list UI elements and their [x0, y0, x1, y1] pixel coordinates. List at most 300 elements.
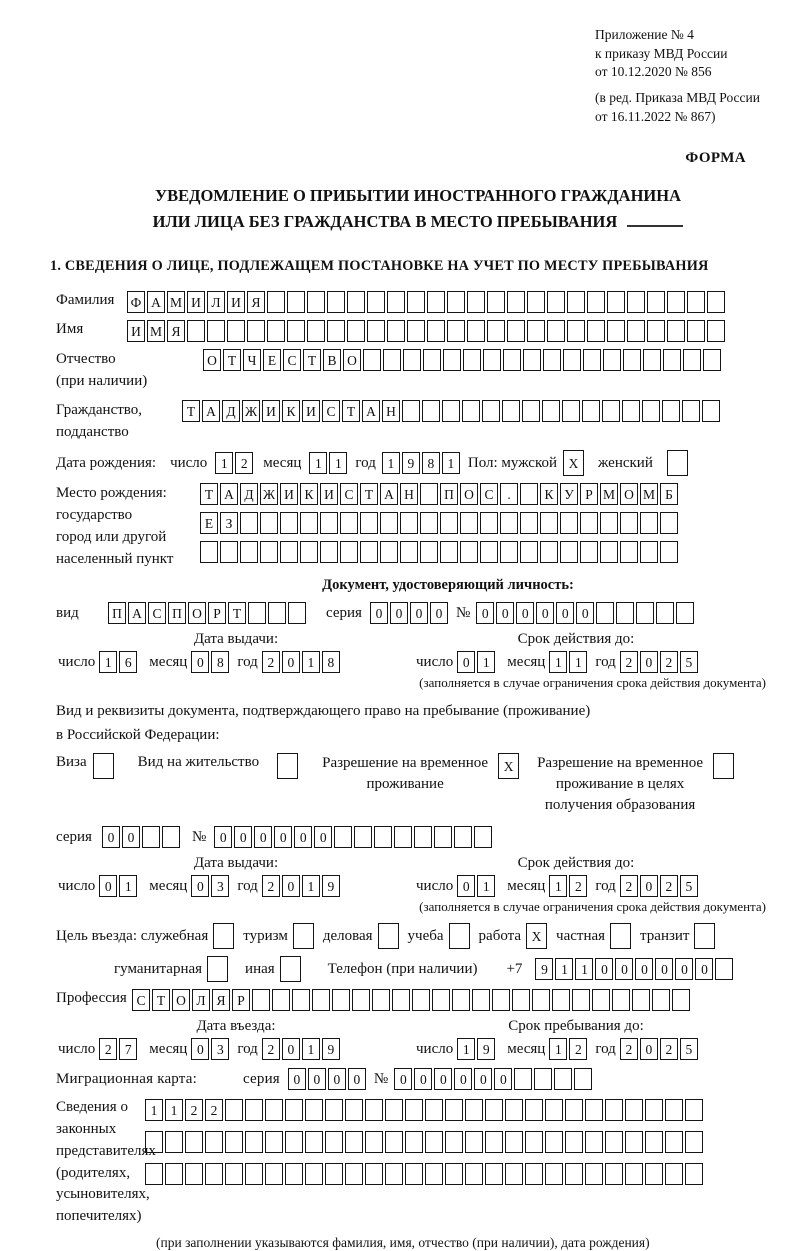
char-box[interactable] — [387, 320, 405, 342]
char-box[interactable] — [407, 320, 425, 342]
entry-day-cells[interactable] — [99, 1038, 139, 1060]
char-box[interactable] — [707, 291, 725, 313]
char-box[interactable] — [667, 320, 685, 342]
residence-permit-checkbox[interactable] — [277, 753, 298, 779]
char-box[interactable] — [445, 1131, 463, 1153]
char-box[interactable] — [623, 349, 641, 371]
char-box[interactable]: Т — [223, 349, 241, 371]
char-box[interactable]: Е — [200, 512, 218, 534]
char-box[interactable]: 0 — [191, 1038, 209, 1060]
char-box[interactable] — [285, 1131, 303, 1153]
char-box[interactable]: 0 — [454, 1068, 472, 1090]
phone-cells[interactable] — [535, 958, 735, 980]
char-box[interactable] — [492, 989, 510, 1011]
char-box[interactable] — [505, 1099, 523, 1121]
char-box[interactable] — [520, 483, 538, 505]
char-box[interactable]: 0 — [288, 1068, 306, 1090]
sex-female-checkbox[interactable] — [667, 450, 688, 476]
permit-valid-day-cells[interactable] — [457, 875, 497, 897]
char-box[interactable]: 0 — [191, 875, 209, 897]
char-box[interactable] — [565, 1099, 583, 1121]
char-box[interactable] — [605, 1163, 623, 1185]
char-box[interactable] — [383, 349, 401, 371]
char-box[interactable] — [447, 291, 465, 313]
char-box[interactable] — [454, 826, 472, 848]
char-box[interactable] — [567, 291, 585, 313]
char-box[interactable] — [602, 400, 620, 422]
char-box[interactable]: З — [220, 512, 238, 534]
char-box[interactable] — [185, 1131, 203, 1153]
char-box[interactable] — [616, 602, 634, 624]
char-box[interactable]: 2 — [99, 1038, 117, 1060]
purpose-other-checkbox[interactable] — [280, 956, 301, 982]
char-box[interactable] — [647, 291, 665, 313]
char-box[interactable] — [447, 320, 465, 342]
char-box[interactable] — [320, 541, 338, 563]
doc-issue-year-cells[interactable] — [262, 651, 342, 673]
char-box[interactable]: 0 — [214, 826, 232, 848]
birth-month-cells[interactable] — [309, 452, 349, 474]
char-box[interactable] — [345, 1099, 363, 1121]
char-box[interactable] — [292, 989, 310, 1011]
char-box[interactable]: 2 — [205, 1099, 223, 1121]
char-box[interactable]: 0 — [394, 1068, 412, 1090]
char-box[interactable] — [465, 1131, 483, 1153]
char-box[interactable] — [380, 512, 398, 534]
char-box[interactable] — [600, 541, 618, 563]
char-box[interactable]: 0 — [635, 958, 653, 980]
char-box[interactable] — [627, 291, 645, 313]
char-box[interactable] — [702, 400, 720, 422]
char-box[interactable] — [480, 541, 498, 563]
char-box[interactable] — [545, 1131, 563, 1153]
char-box[interactable] — [365, 1163, 383, 1185]
char-box[interactable] — [277, 753, 298, 779]
char-box[interactable] — [540, 512, 558, 534]
char-box[interactable] — [585, 1099, 603, 1121]
char-box[interactable] — [532, 989, 550, 1011]
char-box[interactable] — [185, 1163, 203, 1185]
char-box[interactable]: 1 — [302, 1038, 320, 1060]
char-box[interactable]: 0 — [457, 651, 475, 673]
char-box[interactable] — [580, 541, 598, 563]
char-box[interactable] — [422, 400, 440, 422]
char-box[interactable]: 2 — [620, 1038, 638, 1060]
char-box[interactable] — [265, 1163, 283, 1185]
char-box[interactable]: С — [480, 483, 498, 505]
char-box[interactable]: О — [188, 602, 206, 624]
char-box[interactable] — [414, 826, 432, 848]
char-box[interactable] — [405, 1131, 423, 1153]
char-box[interactable] — [632, 989, 650, 1011]
char-box[interactable]: С — [132, 989, 150, 1011]
purpose-tourism-checkbox[interactable] — [293, 923, 314, 949]
char-box[interactable]: В — [323, 349, 341, 371]
char-box[interactable]: 9 — [477, 1038, 495, 1060]
char-box[interactable] — [378, 923, 399, 949]
char-box[interactable] — [665, 1131, 683, 1153]
char-box[interactable]: 2 — [660, 875, 678, 897]
char-box[interactable] — [645, 1099, 663, 1121]
char-box[interactable] — [525, 1163, 543, 1185]
char-box[interactable]: 0 — [282, 1038, 300, 1060]
char-box[interactable]: Б — [660, 483, 678, 505]
char-box[interactable] — [285, 1163, 303, 1185]
char-box[interactable] — [520, 512, 538, 534]
char-box[interactable] — [425, 1099, 443, 1121]
char-box[interactable]: 0 — [640, 651, 658, 673]
char-box[interactable]: И — [227, 291, 245, 313]
char-box[interactable] — [248, 602, 266, 624]
char-box[interactable] — [645, 1163, 663, 1185]
mig-series-cells[interactable] — [288, 1068, 368, 1090]
char-box[interactable]: 0 — [615, 958, 633, 980]
char-box[interactable] — [545, 1163, 563, 1185]
char-box[interactable]: Л — [207, 291, 225, 313]
char-box[interactable] — [265, 1099, 283, 1121]
char-box[interactable] — [500, 512, 518, 534]
char-box[interactable] — [452, 989, 470, 1011]
char-box[interactable]: Т — [228, 602, 246, 624]
char-box[interactable]: К — [300, 483, 318, 505]
char-box[interactable]: 0 — [122, 826, 140, 848]
char-box[interactable]: 0 — [494, 1068, 512, 1090]
char-box[interactable] — [676, 602, 694, 624]
doc-series-cells[interactable] — [370, 602, 450, 624]
char-box[interactable]: А — [202, 400, 220, 422]
doc-issue-month-cells[interactable] — [191, 651, 231, 673]
char-box[interactable] — [225, 1131, 243, 1153]
char-box[interactable]: П — [108, 602, 126, 624]
char-box[interactable] — [620, 541, 638, 563]
char-box[interactable] — [162, 826, 180, 848]
char-box[interactable] — [367, 320, 385, 342]
char-box[interactable] — [554, 1068, 572, 1090]
char-box[interactable]: 0 — [476, 602, 494, 624]
char-box[interactable] — [565, 1131, 583, 1153]
char-box[interactable]: 0 — [294, 826, 312, 848]
stay-month-cells[interactable] — [549, 1038, 589, 1060]
char-box[interactable]: 1 — [555, 958, 573, 980]
char-box[interactable]: Ч — [243, 349, 261, 371]
char-box[interactable] — [687, 291, 705, 313]
char-box[interactable] — [622, 400, 640, 422]
char-box[interactable] — [427, 320, 445, 342]
char-box[interactable] — [332, 989, 350, 1011]
char-box[interactable]: 0 — [536, 602, 554, 624]
char-box[interactable] — [360, 541, 378, 563]
char-box[interactable]: С — [283, 349, 301, 371]
char-box[interactable] — [465, 1099, 483, 1121]
char-box[interactable] — [187, 320, 205, 342]
char-box[interactable]: 2 — [620, 651, 638, 673]
char-box[interactable] — [225, 1099, 243, 1121]
char-box[interactable] — [485, 1163, 503, 1185]
char-box[interactable] — [683, 349, 701, 371]
purpose-business-checkbox[interactable] — [378, 923, 399, 949]
char-box[interactable]: 9 — [535, 958, 553, 980]
char-box[interactable] — [374, 826, 392, 848]
char-box[interactable]: . — [500, 483, 518, 505]
char-box[interactable] — [385, 1131, 403, 1153]
char-box[interactable]: 3 — [211, 875, 229, 897]
char-box[interactable] — [713, 753, 734, 779]
char-box[interactable] — [587, 291, 605, 313]
char-box[interactable]: А — [380, 483, 398, 505]
char-box[interactable] — [547, 291, 565, 313]
char-box[interactable] — [625, 1163, 643, 1185]
char-box[interactable] — [585, 1163, 603, 1185]
char-box[interactable]: К — [540, 483, 558, 505]
char-box[interactable]: 1 — [442, 452, 460, 474]
char-box[interactable] — [392, 989, 410, 1011]
char-box[interactable]: 9 — [402, 452, 420, 474]
char-box[interactable] — [145, 1163, 163, 1185]
char-box[interactable] — [603, 349, 621, 371]
purpose-transit-checkbox[interactable] — [694, 923, 715, 949]
char-box[interactable] — [405, 1163, 423, 1185]
char-box[interactable]: 1 — [477, 651, 495, 673]
char-box[interactable] — [565, 1163, 583, 1185]
char-box[interactable] — [514, 1068, 532, 1090]
char-box[interactable]: 0 — [370, 602, 388, 624]
char-box[interactable]: 0 — [102, 826, 120, 848]
char-box[interactable] — [487, 291, 505, 313]
char-box[interactable]: 2 — [262, 1038, 280, 1060]
char-box[interactable] — [367, 291, 385, 313]
char-box[interactable] — [665, 1163, 683, 1185]
char-box[interactable] — [512, 989, 530, 1011]
char-box[interactable] — [527, 291, 545, 313]
char-box[interactable] — [527, 320, 545, 342]
char-box[interactable]: М — [600, 483, 618, 505]
permit-issue-day-cells[interactable] — [99, 875, 139, 897]
char-box[interactable] — [352, 989, 370, 1011]
char-box[interactable] — [620, 512, 638, 534]
patronymic-cells[interactable] — [203, 349, 723, 371]
char-box[interactable] — [500, 541, 518, 563]
char-box[interactable] — [300, 512, 318, 534]
char-box[interactable] — [472, 989, 490, 1011]
char-box[interactable]: О — [460, 483, 478, 505]
char-box[interactable] — [502, 400, 520, 422]
char-box[interactable]: 0 — [254, 826, 272, 848]
char-box[interactable] — [662, 400, 680, 422]
char-box[interactable] — [440, 541, 458, 563]
char-box[interactable] — [474, 826, 492, 848]
char-box[interactable] — [325, 1099, 343, 1121]
char-box[interactable]: С — [322, 400, 340, 422]
char-box[interactable]: X — [498, 753, 519, 779]
char-box[interactable] — [562, 400, 580, 422]
char-box[interactable]: И — [187, 291, 205, 313]
char-box[interactable]: Ф — [127, 291, 145, 313]
char-box[interactable] — [660, 541, 678, 563]
char-box[interactable] — [694, 923, 715, 949]
char-box[interactable]: 8 — [422, 452, 440, 474]
char-box[interactable] — [667, 450, 688, 476]
char-box[interactable]: С — [340, 483, 358, 505]
char-box[interactable]: 6 — [119, 651, 137, 673]
char-box[interactable] — [307, 320, 325, 342]
char-box[interactable] — [347, 320, 365, 342]
char-box[interactable] — [665, 1099, 683, 1121]
char-box[interactable]: 1 — [575, 958, 593, 980]
rep-row3-cells[interactable] — [145, 1163, 705, 1185]
permit-issue-year-cells[interactable] — [262, 875, 342, 897]
char-box[interactable]: 7 — [119, 1038, 137, 1060]
char-box[interactable] — [462, 400, 480, 422]
char-box[interactable] — [402, 400, 420, 422]
char-box[interactable] — [505, 1131, 523, 1153]
char-box[interactable]: Р — [232, 989, 250, 1011]
char-box[interactable]: 1 — [457, 1038, 475, 1060]
char-box[interactable]: 0 — [556, 602, 574, 624]
char-box[interactable] — [260, 512, 278, 534]
char-box[interactable]: М — [147, 320, 165, 342]
entry-year-cells[interactable] — [262, 1038, 342, 1060]
permit-valid-year-cells[interactable] — [620, 875, 700, 897]
char-box[interactable]: Я — [212, 989, 230, 1011]
char-box[interactable] — [320, 512, 338, 534]
char-box[interactable] — [327, 320, 345, 342]
char-box[interactable] — [640, 541, 658, 563]
char-box[interactable]: 0 — [640, 1038, 658, 1060]
char-box[interactable]: 5 — [680, 1038, 698, 1060]
char-box[interactable]: Д — [222, 400, 240, 422]
char-box[interactable] — [165, 1163, 183, 1185]
char-box[interactable] — [305, 1099, 323, 1121]
char-box[interactable]: 0 — [348, 1068, 366, 1090]
char-box[interactable] — [580, 512, 598, 534]
char-box[interactable]: И — [262, 400, 280, 422]
birth-place-row1-cells[interactable] — [200, 483, 680, 505]
char-box[interactable]: Т — [152, 989, 170, 1011]
char-box[interactable]: А — [362, 400, 380, 422]
char-box[interactable] — [520, 541, 538, 563]
purpose-humanitarian-checkbox[interactable] — [207, 956, 228, 982]
char-box[interactable] — [612, 989, 630, 1011]
char-box[interactable] — [525, 1131, 543, 1153]
char-box[interactable]: М — [640, 483, 658, 505]
char-box[interactable]: О — [620, 483, 638, 505]
purpose-private-checkbox[interactable] — [610, 923, 631, 949]
char-box[interactable]: П — [440, 483, 458, 505]
char-box[interactable]: 0 — [328, 1068, 346, 1090]
char-box[interactable] — [205, 1131, 223, 1153]
char-box[interactable] — [380, 541, 398, 563]
char-box[interactable] — [467, 291, 485, 313]
char-box[interactable] — [715, 958, 733, 980]
char-box[interactable]: 2 — [660, 1038, 678, 1060]
char-box[interactable] — [563, 349, 581, 371]
char-box[interactable] — [372, 989, 390, 1011]
char-box[interactable]: 0 — [390, 602, 408, 624]
char-box[interactable] — [407, 291, 425, 313]
char-box[interactable]: Т — [360, 483, 378, 505]
char-box[interactable]: 0 — [414, 1068, 432, 1090]
char-box[interactable]: 2 — [262, 875, 280, 897]
char-box[interactable]: И — [302, 400, 320, 422]
char-box[interactable] — [345, 1131, 363, 1153]
char-box[interactable] — [442, 400, 460, 422]
char-box[interactable]: 0 — [655, 958, 673, 980]
char-box[interactable]: И — [280, 483, 298, 505]
char-box[interactable] — [385, 1163, 403, 1185]
char-box[interactable] — [685, 1163, 703, 1185]
char-box[interactable]: 1 — [309, 452, 327, 474]
char-box[interactable] — [287, 320, 305, 342]
char-box[interactable] — [365, 1131, 383, 1153]
char-box[interactable] — [240, 541, 258, 563]
char-box[interactable] — [543, 349, 561, 371]
sex-male-checkbox[interactable] — [563, 450, 584, 476]
char-box[interactable] — [449, 923, 470, 949]
char-box[interactable] — [267, 291, 285, 313]
char-box[interactable] — [656, 602, 674, 624]
char-box[interactable]: Т — [200, 483, 218, 505]
char-box[interactable] — [460, 541, 478, 563]
char-box[interactable]: 0 — [99, 875, 117, 897]
char-box[interactable] — [260, 541, 278, 563]
char-box[interactable]: Е — [263, 349, 281, 371]
char-box[interactable]: 1 — [215, 452, 233, 474]
char-box[interactable] — [245, 1131, 263, 1153]
char-box[interactable] — [652, 989, 670, 1011]
char-box[interactable] — [440, 512, 458, 534]
char-box[interactable] — [225, 1163, 243, 1185]
char-box[interactable]: 0 — [675, 958, 693, 980]
char-box[interactable] — [288, 602, 306, 624]
char-box[interactable]: 0 — [234, 826, 252, 848]
char-box[interactable] — [587, 320, 605, 342]
char-box[interactable] — [272, 989, 290, 1011]
char-box[interactable] — [420, 541, 438, 563]
char-box[interactable]: 0 — [640, 875, 658, 897]
visa-checkbox[interactable] — [93, 753, 114, 779]
char-box[interactable] — [660, 512, 678, 534]
char-box[interactable] — [280, 512, 298, 534]
char-box[interactable]: 8 — [211, 651, 229, 673]
mig-number-cells[interactable] — [394, 1068, 594, 1090]
char-box[interactable] — [627, 320, 645, 342]
char-box[interactable]: С — [148, 602, 166, 624]
char-box[interactable] — [663, 349, 681, 371]
char-box[interactable] — [425, 1163, 443, 1185]
name-cells[interactable] — [127, 320, 727, 342]
char-box[interactable]: 1 — [99, 651, 117, 673]
char-box[interactable]: 5 — [680, 651, 698, 673]
char-box[interactable] — [596, 602, 614, 624]
char-box[interactable] — [305, 1163, 323, 1185]
char-box[interactable]: 1 — [549, 875, 567, 897]
char-box[interactable] — [293, 923, 314, 949]
char-box[interactable]: Р — [208, 602, 226, 624]
char-box[interactable] — [405, 1099, 423, 1121]
char-box[interactable] — [445, 1163, 463, 1185]
char-box[interactable] — [600, 512, 618, 534]
edu-permit-checkbox[interactable] — [713, 753, 734, 779]
char-box[interactable] — [312, 989, 330, 1011]
char-box[interactable] — [240, 512, 258, 534]
char-box[interactable] — [625, 1099, 643, 1121]
char-box[interactable] — [207, 320, 225, 342]
char-box[interactable]: 9 — [322, 1038, 340, 1060]
char-box[interactable] — [522, 400, 540, 422]
birth-day-cells[interactable] — [215, 452, 255, 474]
char-box[interactable]: 0 — [430, 602, 448, 624]
char-box[interactable]: 2 — [660, 651, 678, 673]
